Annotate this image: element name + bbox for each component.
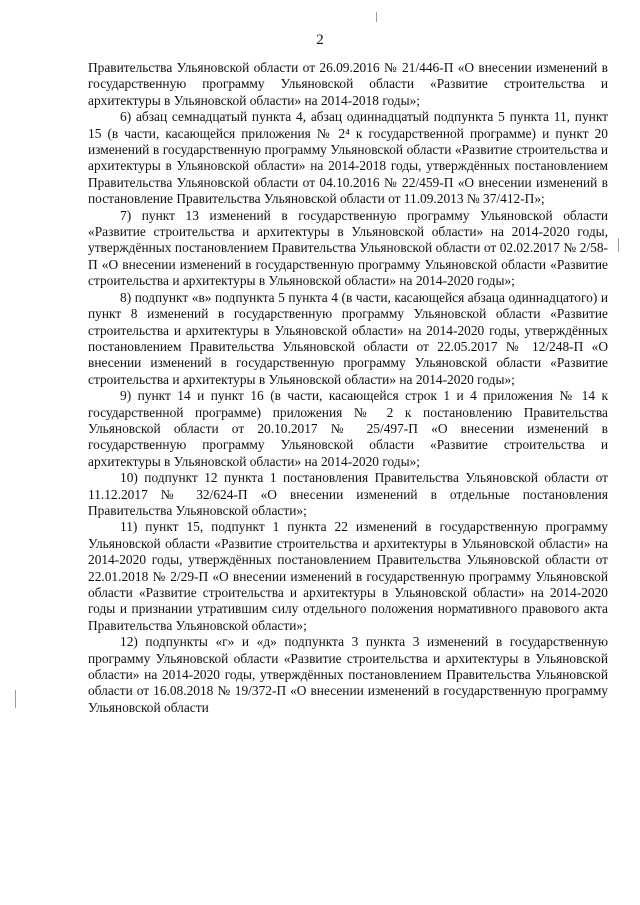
paragraph-item-10: 10) подпункт 12 пункта 1 постановления Правительства Ульяновской области от 11.12.2017 № 32/624-П «О внесении изменений в отдельные постановления Правительства Ульяновской области»; xyxy=(88,470,608,518)
paragraph-item-11: 11) пункт 15, подпункт 1 пункта 22 изменений в государственную программу Ульяновской области «Развитие строительства и архитектуры в Ульяновской области» на 2014-2020 годы, утверждённых постановлением Правительства Ульяновской области от 22.01.2018 № 2/29-П «О внесении изменений в государственную программу Ульяновской области «Развитие строительства и архитектуры в Ульяновской области» на 2014-2020 годы и признании утратившим силу отдельного положения нормативного правового акта Правительства Ульяновской области»; xyxy=(88,519,608,633)
paragraph-item-8: 8) подпункт «в» подпункта 5 пункта 4 (в части, касающейся абзаца одиннадцатого) и пункт 8 изменений в государственную программу Ульяновской области «Развитие строительства и архитектуры в Ульяновской области» на 2014-2020 годы, утверждённых постановлением Правительства Ульяновской области от 22.05.2017 № 12/248-П «О внесении изменений в государственную программу Ульяновской области «Развитие строительства и архитектуры в Ульяновской области» на 2014-2020 годы»; xyxy=(88,289,608,387)
page-number: 2 xyxy=(316,32,324,48)
scan-artifact xyxy=(376,12,377,22)
paragraph-continuation: Правительства Ульяновской области от 26.09.2016 № 21/446-П «О внесении изменений в государственную программу Ульяновской области «Развитие строительства и архитектуры в Ульяновской области» на 2014-2018 годы»; xyxy=(88,60,608,108)
paragraph-item-12: 12) подпункты «г» и «д» подпункта 3 пункта 3 изменений в государственную программу Ульяновской области «Развитие строительства и архитектуры в Ульяновской области» на 2014-2020 годы, утверждённых постановлением Правительства Ульяновской области от 16.08.2018 № 19/372-П «О внесении изменений в государственную программу Ульяновской области xyxy=(88,634,608,715)
document-body xyxy=(88,60,608,716)
scan-artifact xyxy=(618,238,619,252)
paragraph-item-7: 7) пункт 13 изменений в государственную программу Ульяновской области «Развитие строительства и архитектуры в Ульяновской области» на 2014-2020 годы, утверждённых постановлением Правительства Ульяновской области от 02.02.2017 № 2/58-П «О внесении изменений в государственную программу Ульяновской области «Развитие строительства и архитектуры в Ульяновской области» на 2014-2020 годы»; xyxy=(88,207,608,289)
paragraph-item-9: 9) пункт 14 и пункт 16 (в части, касающейся строк 1 и 4 приложения № 14 к государственной программе) приложения № 2 к постановлению Правительства Ульяновской области от 20.10.2017 № 25/497-П «О внесении изменений в государственную программу Ульяновской области «Развитие строительства и архитектуры в Ульяновской области» на 2014-2020 годы»; xyxy=(88,388,608,469)
paragraph-item-6: 6) абзац семнадцатый пункта 4, абзац одиннадцатый подпункта 5 пункта 11, пункт 15 (в части, касающейся приложения № 2⁴ к государственной программе) и пункт 20 изменений в государственную программу Ульяновской области «Развитие строительства и архитектуры в Ульяновской области» на 2014-2018 годы, утверждённых постановлением Правительства Ульяновской области от 04.10.2016 № 22/459-П «О внесении изменений в постановление Правительства Ульяновской области от 11.09.2013 № 37/412-П»; xyxy=(88,109,608,207)
scan-artifact xyxy=(15,690,16,708)
